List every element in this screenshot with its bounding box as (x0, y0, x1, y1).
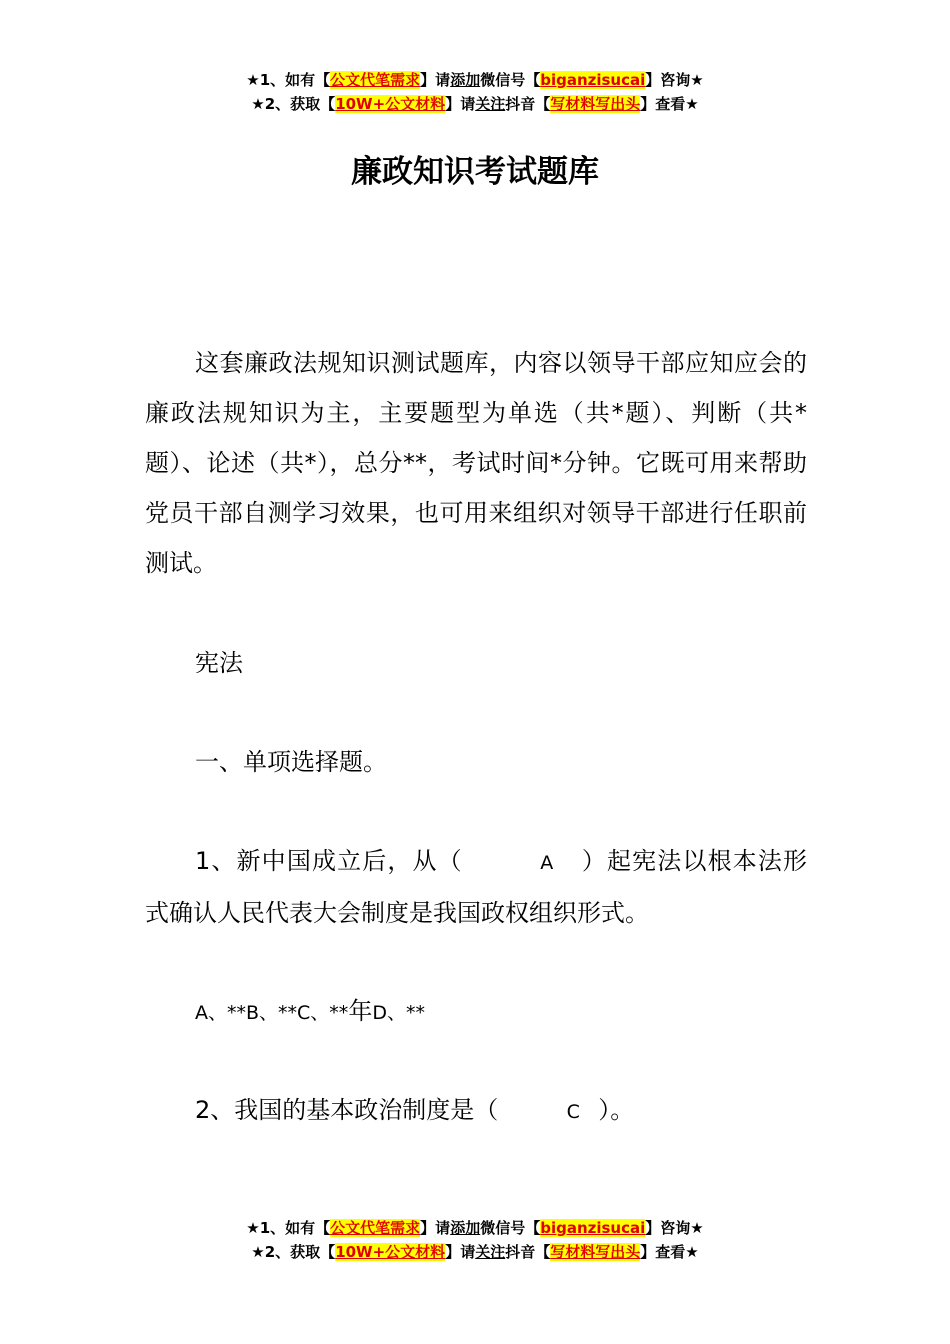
footer-highlight-wechat: biganzisucai (540, 1219, 646, 1237)
header-highlight-wechat: biganzisucai (540, 71, 646, 89)
section-type: 一、单项选择题。 (195, 748, 387, 776)
footer-highlight-service: 公文代笔需求 (330, 1219, 421, 1237)
footer-banner (0, 1216, 950, 1264)
page-title: 廉政知识考试题库 (351, 154, 599, 190)
question-2: 2、我国的基本政治制度是（ C ）。 (145, 1085, 807, 1137)
header-banner (0, 68, 950, 116)
header-highlight-douyin: 写材料写出头 (550, 95, 641, 113)
footer-line-2: ★2、获取【10W+公文材料】请关注抖音【写材料写出头】查看★ (251, 1243, 699, 1261)
footer-line-1: ★1、如有【公文代笔需求】请添加微信号【biganzisucai】咨询★ (246, 1219, 704, 1237)
question-2-answer: C (566, 1101, 580, 1123)
header-line-1: ★1、如有【公文代笔需求】请添加微信号【biganzisucai】咨询★ (246, 71, 704, 89)
question-1: 1、新中国成立后，从（ A ）起宪法以根本法形式确认人民代表大会制度是我国政权组织形式。 (145, 836, 807, 938)
footer-highlight-douyin: 写材料写出头 (550, 1243, 641, 1261)
header-line-2: ★2、获取【10W+公文材料】请关注抖音【写材料写出头】查看★ (251, 95, 699, 113)
header-highlight-materials: 10W+公文材料 (335, 95, 446, 113)
question-1-answer: A (540, 852, 554, 874)
footer-highlight-materials: 10W+公文材料 (335, 1243, 446, 1261)
header-highlight-service: 公文代笔需求 (330, 71, 421, 89)
intro-paragraph: 这套廉政法规知识测试题库，内容以领导干部应知应会的廉政法规知识为主，主要题型为单选（共*题）、判断（共*题）、论述（共*），总分**，考试时间*分钟。它既可用来帮助党员干部自测学习效果，也可用来组织对领导干部进行任职前测试。 (145, 349, 807, 577)
section-law: 宪法 (195, 649, 243, 677)
question-1-options: A、**B、**C、**年D、** (195, 997, 425, 1025)
